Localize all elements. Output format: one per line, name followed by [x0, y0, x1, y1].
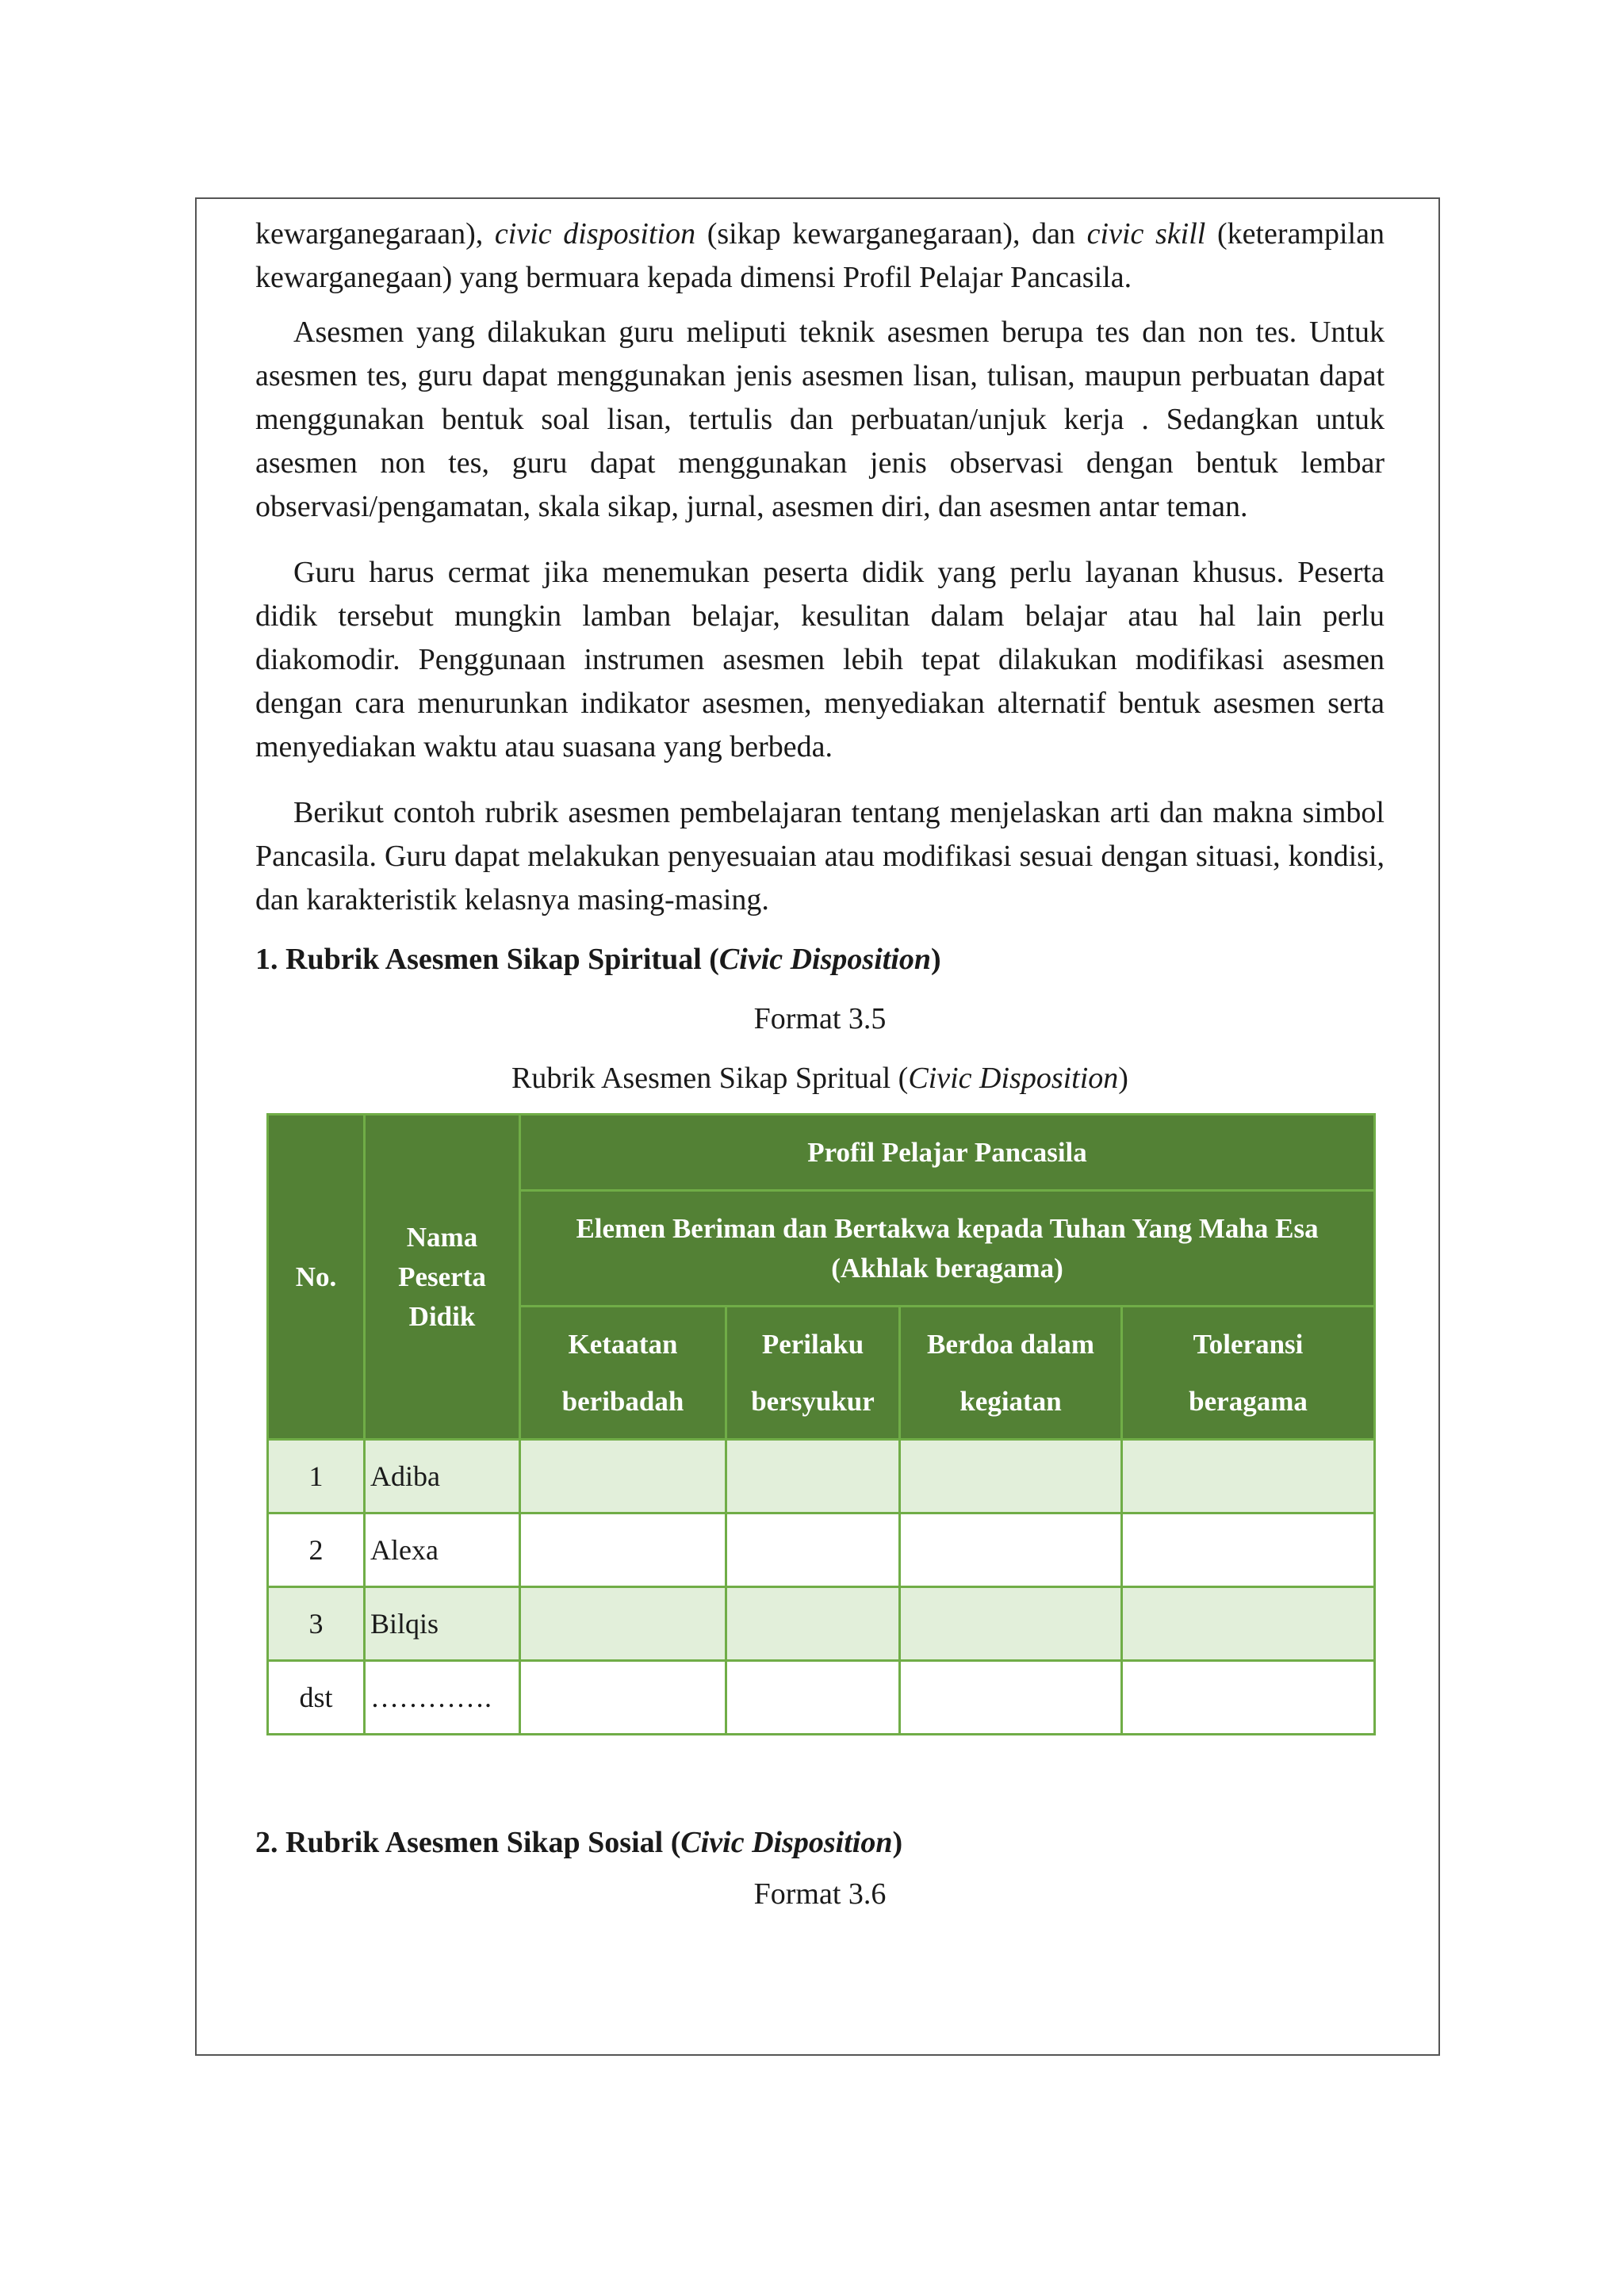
score-cell[interactable] [726, 1661, 900, 1735]
heading-text: 1. Rubrik Asesmen Sikap Spiritual ( [255, 943, 719, 976]
student-name: Bilqis [365, 1587, 520, 1661]
text-span: kewarganegaraan), [255, 217, 495, 251]
text-span: (keterampilan kewarganegaan) yang bermuara kepada dimensi Profil Pelajar Pancasila. [255, 217, 1385, 294]
table-row [268, 1661, 1375, 1735]
score-cell[interactable] [900, 1513, 1122, 1587]
heading-italic: Civic Disposition [680, 1826, 893, 1859]
score-cell[interactable] [726, 1587, 900, 1661]
score-cell[interactable] [1122, 1440, 1375, 1513]
rubric-table [266, 1113, 1376, 1735]
caption-text: ) [1118, 1062, 1128, 1095]
score-cell[interactable] [520, 1661, 726, 1735]
header-line: Elemen Beriman dan Bertakwa kepada Tuhan Yang Maha Esa [576, 1212, 1319, 1244]
header-line: beragama [1189, 1385, 1308, 1417]
student-name: Alexa [365, 1513, 520, 1587]
header-profil-pelajar: Profil Pelajar Pancasila [520, 1115, 1375, 1191]
page-content [255, 212, 1385, 1916]
score-cell[interactable] [1122, 1661, 1375, 1735]
paragraph-intro [255, 212, 1385, 300]
header-line: beribadah [561, 1385, 684, 1417]
student-name: Adiba [365, 1440, 520, 1513]
header-line: Nama [406, 1221, 478, 1253]
section-heading-sosial [255, 1821, 1385, 1865]
heading-text: 2. Rubrik Asesmen Sikap Sosial ( [255, 1826, 681, 1859]
header-line: Didik [408, 1300, 476, 1332]
paragraph-layanan-khusus: Guru harus cermat jika menemukan peserta didik yang perlu layanan khusus. Peserta didik tersebut mungkin lamban belajar, kesulitan dalam belajar atau hal lain perlu diakomodir. Penggunaan instrumen asesmen lebih tepat dilakukan modifikasi asesmen dengan cara menurunkan indikator asesmen, menyediakan alternatif bentuk asesmen serta menyediakan waktu atau suasana yang berbeda. [255, 556, 1385, 763]
caption-italic: Civic Disposition [908, 1062, 1119, 1095]
heading-text: ) [931, 943, 941, 976]
text-span: (sikap kewarganegaraan), dan [695, 217, 1087, 251]
format-label: Format 3.5 [753, 1002, 887, 1035]
header-no: No. [268, 1115, 365, 1440]
header-ketaatan-beribadah [520, 1307, 726, 1440]
header-line: Berdoa dalam [927, 1328, 1094, 1360]
score-cell[interactable] [900, 1440, 1122, 1513]
table-caption [255, 1057, 1385, 1100]
caption-text: Rubrik Asesmen Sikap Spritual ( [511, 1062, 909, 1095]
table-row [268, 1587, 1375, 1661]
score-cell[interactable] [1122, 1587, 1375, 1661]
heading-text: ) [892, 1826, 903, 1859]
score-cell[interactable] [726, 1513, 900, 1587]
row-number: 1 [268, 1440, 365, 1513]
heading-italic: Civic Disposition [718, 943, 931, 976]
score-cell[interactable] [520, 1587, 726, 1661]
italic-term: civic skill [1086, 217, 1206, 251]
table-header-row [268, 1115, 1375, 1191]
score-cell[interactable] [1122, 1513, 1375, 1587]
paragraph-contoh-rubrik: Berikut contoh rubrik asesmen pembelajaran tentang menjelaskan arti dan makna simbol Pancasila. Guru dapat melakukan penyesuaian atau modifikasi sesuai dengan situasi, kondisi, dan karakteristik kelasnya masing-masing. [255, 796, 1385, 916]
row-number: dst [268, 1661, 365, 1735]
header-elemen-beriman [520, 1191, 1375, 1307]
header-line: Ketaatan [568, 1328, 678, 1360]
paragraph-asesmen: Asesmen yang dilakukan guru meliputi teknik asesmen berupa tes dan non tes. Untuk asesmen tes, guru dapat menggunakan jenis asesmen lisan, tulisan, maupun perbuatan dapat menggunakan bentuk soal lisan, tertulis dan perbuatan/unjuk kerja . Sedangkan untuk asesmen non tes, guru dapat menggunakan jenis observasi dengan bentuk lembar observasi/pengamatan, skala sikap, jurnal, asesmen diri, dan asesmen antar teman. [255, 316, 1385, 523]
header-line: kegiatan [959, 1385, 1062, 1417]
header-line: bersyukur [751, 1385, 875, 1417]
row-number: 2 [268, 1513, 365, 1587]
header-line: Peserta [398, 1261, 486, 1292]
header-berdoa-dalam-kegiatan [900, 1307, 1122, 1440]
format-label: Format 3.6 [753, 1877, 887, 1911]
score-cell[interactable] [726, 1440, 900, 1513]
student-name: …………. [365, 1661, 520, 1735]
header-perilaku-bersyukur [726, 1307, 900, 1440]
header-line: (Akhlak beragama) [831, 1252, 1063, 1284]
header-nama-peserta-didik [365, 1115, 520, 1440]
score-cell[interactable] [520, 1440, 726, 1513]
table-row [268, 1440, 1375, 1513]
score-cell[interactable] [900, 1661, 1122, 1735]
section-heading-spiritual [255, 938, 1385, 982]
score-cell[interactable] [900, 1587, 1122, 1661]
row-number: 3 [268, 1587, 365, 1661]
score-cell[interactable] [520, 1513, 726, 1587]
italic-term: civic disposition [494, 217, 696, 251]
header-toleransi-beragama [1122, 1307, 1375, 1440]
header-line: Perilaku [761, 1328, 864, 1360]
table-row [268, 1513, 1375, 1587]
header-line: Toleransi [1193, 1328, 1304, 1360]
